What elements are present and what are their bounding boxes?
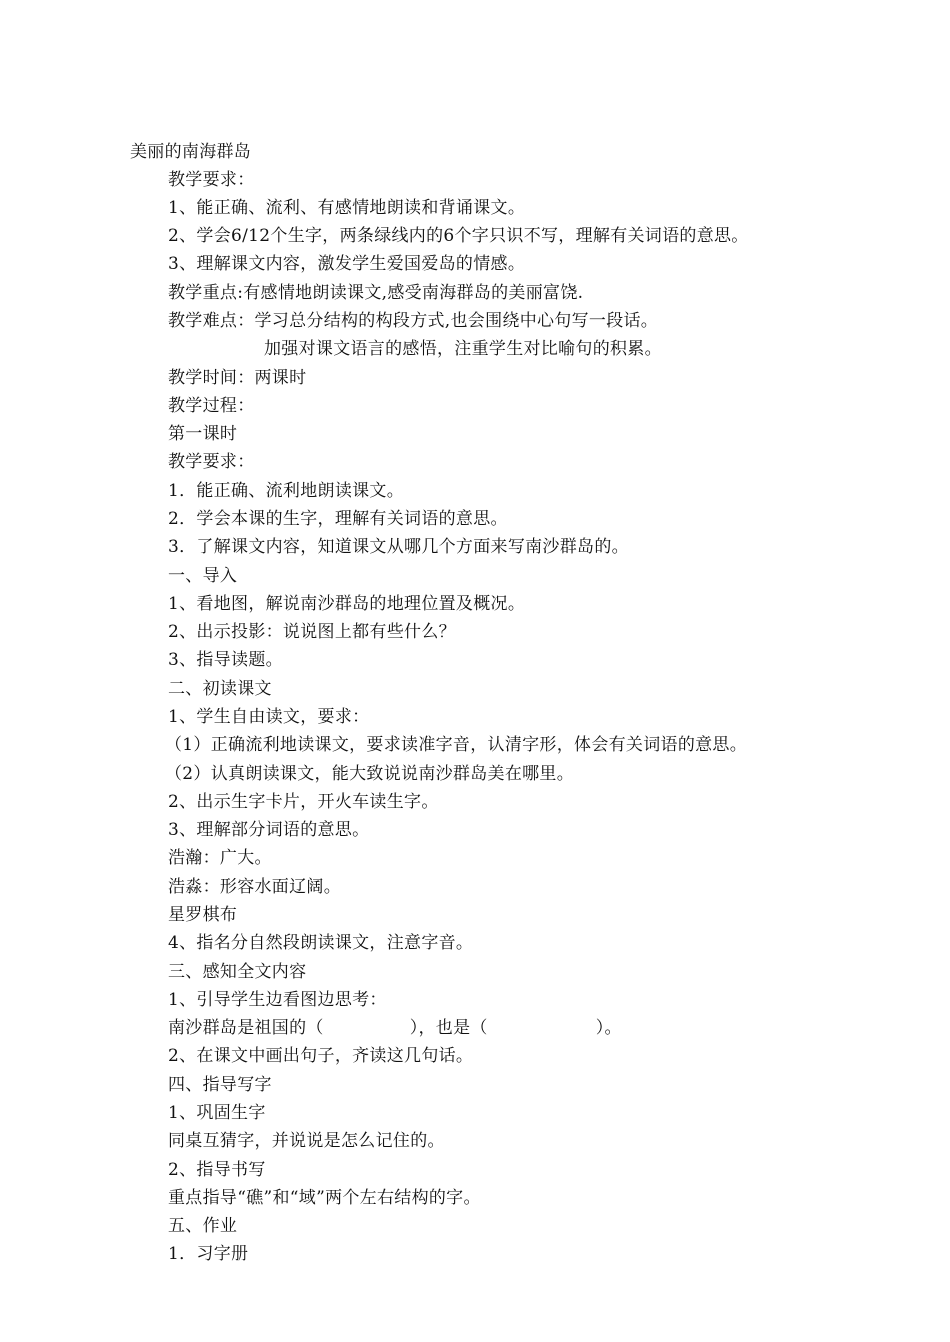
requirement-item-3: 3、理解课文内容，激发学生爱国爱岛的情感。 (168, 254, 526, 274)
writing-step-1: 1、巩固生字 (168, 1103, 266, 1123)
perceive-step-2: 2、在课文中画出句子，齐读这几句话。 (168, 1046, 474, 1066)
intro-step-1: 1、看地图，解说南沙群岛的地理位置及概况。 (168, 594, 526, 614)
vocab-haohan: 浩瀚：广大。 (168, 848, 272, 868)
reading-step-4: 4、指名分自然段朗读课文，注意字音。 (168, 933, 474, 953)
section-intro-heading: 一、导入 (168, 566, 238, 586)
teaching-difficulty-continued: 加强对课文语言的感悟，注重学生对比喻句的积累。 (264, 339, 662, 359)
intro-step-3: 3、指导读题。 (168, 650, 283, 670)
fill-blank-suffix: ）。 (595, 1018, 622, 1038)
fill-blank-middle: ），也是（ (409, 1018, 488, 1038)
vocab-xingluoqibu: 星罗棋布 (168, 905, 238, 925)
teaching-difficulty: 教学难点：学习总分结构的构段方式,也会围绕中心句写一段话。 (168, 311, 659, 331)
section-writing-heading: 四、指导写字 (168, 1075, 272, 1095)
reading-step-3: 3、理解部分词语的意思。 (168, 820, 370, 840)
lesson-requirement-2: 2．学会本课的生字，理解有关词语的意思。 (168, 509, 508, 529)
writing-step-1-detail: 同桌互猜字，并说说是怎么记住的。 (168, 1131, 445, 1151)
lesson-requirement-3: 3．了解课文内容，知道课文从哪几个方面来写南沙群岛的。 (168, 537, 629, 557)
fill-blank-sentence (168, 1017, 622, 1039)
perceive-step-1: 1、引导学生边看图边思考： (168, 990, 387, 1010)
teaching-requirements-heading: 教学要求： (168, 170, 255, 190)
homework-item-1: 1．习字册 (168, 1244, 249, 1264)
document-title: 美丽的南海群岛 (130, 142, 252, 162)
teaching-focus: 教学重点:有感情地朗读课文,感受南海群岛的美丽富饶. (168, 283, 584, 303)
reading-subitem-2: （2）认真朗读课文，能大致说说南沙群岛美在哪里。 (165, 764, 575, 784)
lesson-requirement-1: 1．能正确、流利地朗读课文。 (168, 481, 405, 501)
first-lesson-heading: 第一课时 (168, 424, 238, 444)
teaching-time: 教学时间：两课时 (168, 368, 307, 388)
section-first-reading-heading: 二、初读课文 (168, 679, 272, 699)
fill-blank-prefix: 南沙群岛是祖国的（ (168, 1018, 324, 1038)
section-perceive-heading: 三、感知全文内容 (168, 962, 307, 982)
reading-subitem-1: （1）正确流利地读课文，要求读准字音，认清字形，体会有关词语的意思。 (165, 735, 748, 755)
vocab-haomiao: 浩淼：形容水面辽阔。 (168, 877, 341, 897)
section-homework-heading: 五、作业 (168, 1216, 238, 1236)
teaching-process-heading: 教学过程： (168, 396, 255, 416)
reading-step-1: 1、学生自由读文，要求： (168, 707, 370, 727)
writing-step-2-detail: 重点指导“礁”和“域”两个左右结构的字。 (168, 1188, 481, 1208)
writing-step-2: 2、指导书写 (168, 1160, 266, 1180)
lesson-requirements-heading: 教学要求： (168, 452, 255, 472)
requirement-item-2: 2、学会6/12个生字，两条绿线内的6个字只识不写，理解有关词语的意思。 (168, 226, 749, 246)
reading-step-2: 2、出示生字卡片，开火车读生字。 (168, 792, 439, 812)
intro-step-2: 2、出示投影：说说图上都有些什么？ (168, 622, 456, 642)
requirement-item-1: 1、能正确、流利、有感情地朗读和背诵课文。 (168, 198, 526, 218)
